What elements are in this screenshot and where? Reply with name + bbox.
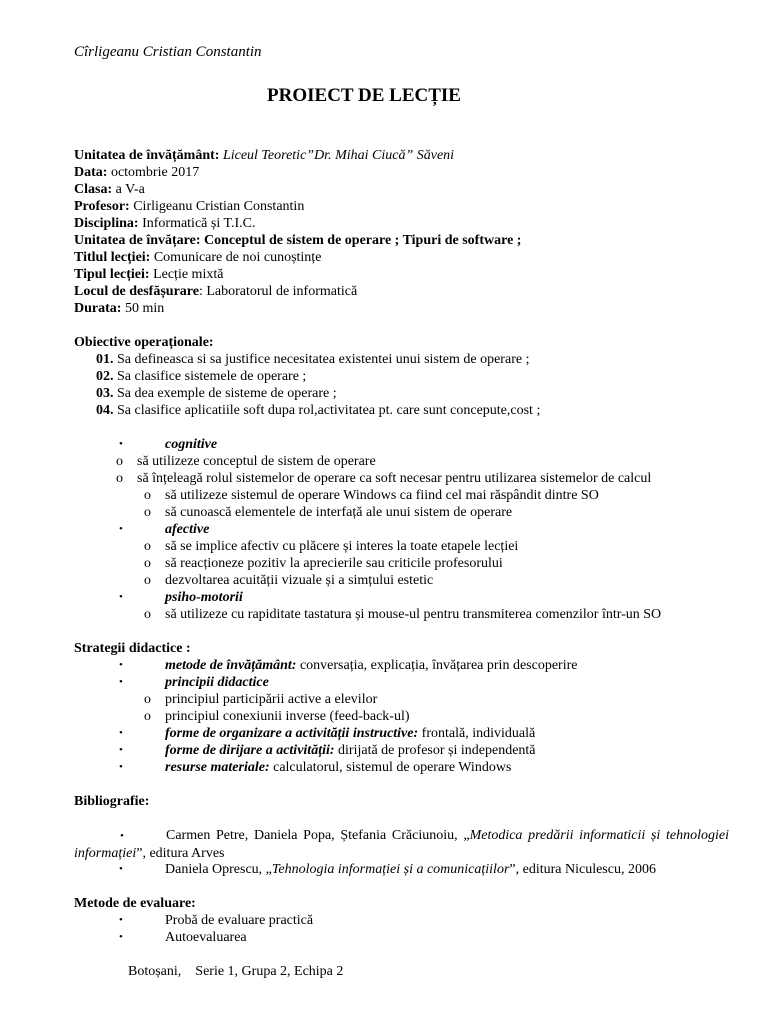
bullet-icon: • <box>119 727 123 739</box>
bibliography-heading: Bibliografie: <box>74 794 150 809</box>
strategy-resurse: resurse materiale: calculatorul, sistemul de operare Windows <box>165 760 512 775</box>
info-unitate-invatare: Unitatea de învățare: Conceptul de sistem de operare ; Tipuri de software ; <box>74 233 522 248</box>
circle-bullet-icon: o <box>144 607 151 622</box>
bibliography-item: • Carmen Petre, Daniela Popa, Ștefania Crăciunoiu, „Metodica predării informaticii și tehnologiei informației”, editura Arves <box>74 828 729 861</box>
info-tipul: Tipul lecției: Lecție mixtă <box>74 267 224 282</box>
circle-bullet-icon: o <box>144 709 151 724</box>
circle-bullet-icon: o <box>144 488 151 503</box>
info-clasa: Clasa: a V-a <box>74 182 145 197</box>
bullet-icon: • <box>119 591 123 603</box>
circle-bullet-icon: o <box>144 573 151 588</box>
list-item: să cunoască elementele de interfață ale unui sistem de operare <box>165 505 513 520</box>
list-item: să utilizeze sistemul de operare Windows ca fiind cel mai răspândit dintre SO <box>165 488 599 503</box>
circle-bullet-icon: o <box>144 692 151 707</box>
strategy-principii: principii didactice <box>165 675 269 690</box>
bullet-icon: • <box>119 914 123 926</box>
list-item: principiul participării active a elevilor <box>165 692 378 707</box>
circle-bullet-icon: o <box>144 556 151 571</box>
list-item: să utilizeze conceptul de sistem de operare <box>137 454 376 469</box>
author-name: Cîrligeanu Cristian Constantin <box>74 44 262 60</box>
bullet-icon: • <box>119 761 123 773</box>
circle-bullet-icon: o <box>144 539 151 554</box>
bibliography-item: Daniela Oprescu, „Tehnologia informației și a comunicațiilor”, editura Niculescu, 2006 <box>165 862 656 877</box>
objective-item: 01. Sa defineasca si sa justifice necesitatea existentei unui sistem de operare ; <box>96 352 530 367</box>
objective-item: 04. Sa clasifice aplicatiile soft dupa rol,activitatea pt. care sunt concepute,cost ; <box>96 403 541 418</box>
bullet-icon: • <box>119 931 123 943</box>
bullet-icon: • <box>119 438 123 450</box>
list-item: să reacționeze pozitiv la aprecierile sau criticile profesorului <box>165 556 503 571</box>
evaluation-heading: Metode de evaluare: <box>74 896 196 911</box>
info-data: Data: octombrie 2017 <box>74 165 200 180</box>
document-title: PROIECT DE LECȚIE <box>267 85 461 106</box>
strategies-heading: Strategii didactice : <box>74 641 191 656</box>
evaluation-item: Autoevaluarea <box>165 930 247 945</box>
bullet-icon: • <box>119 744 123 756</box>
bullet-icon: • <box>119 676 123 688</box>
list-item: să înțeleagă rolul sistemelor de operare ca soft necesar pentru utilizarea sistemelor de calcul <box>137 471 652 486</box>
circle-bullet-icon: o <box>116 454 123 469</box>
category-cognitive: cognitive <box>165 437 218 452</box>
footer-text: Botoșani, Serie 1, Grupa 2, Echipa 2 <box>128 964 344 979</box>
info-unitate: Unitatea de învățământ: Liceul Teoretic”Dr. Mihai Ciucă” Săveni <box>74 148 455 163</box>
info-disciplina: Disciplina: Informatică și T.I.C. <box>74 216 256 231</box>
category-psiho-motorii: psiho-motorii <box>165 590 243 605</box>
evaluation-item: Probă de evaluare practică <box>165 913 314 928</box>
strategy-metode: metode de învățământ: conversația, explicația, învățarea prin descoperire <box>165 658 578 673</box>
info-locul: Locul de desfășurare: Laboratorul de informatică <box>74 284 358 299</box>
objective-item: 03. Sa dea exemple de sisteme de operare ; <box>96 386 337 401</box>
circle-bullet-icon: o <box>116 471 123 486</box>
list-item: principiul conexiunii inverse (feed-back-ul) <box>165 709 410 724</box>
circle-bullet-icon: o <box>144 505 151 520</box>
info-titlul: Titlul lecției: Comunicare de noi cunoștințe <box>74 250 322 265</box>
list-item: să utilizeze cu rapiditate tastatura și mouse-ul pentru transmiterea comenzilor într-un SO <box>165 607 662 622</box>
strategy-forme-dirijare: forme de dirijare a activității: dirijată de profesor și independentă <box>165 743 536 758</box>
strategy-forme-organizare: forme de organizare a activității instructive: frontală, individuală <box>165 726 536 741</box>
objective-item: 02. Sa clasifice sistemele de operare ; <box>96 369 307 384</box>
bullet-icon: • <box>119 659 123 671</box>
info-durata: Durata: 50 min <box>74 301 165 316</box>
list-item: dezvoltarea acuității vizuale și a simțului estetic <box>165 573 434 588</box>
info-profesor: Profesor: Cirligeanu Cristian Constantin <box>74 199 305 214</box>
category-afective: afective <box>165 522 210 537</box>
objectives-heading: Obiective operaționale: <box>74 335 214 350</box>
bullet-icon: • <box>119 523 123 535</box>
list-item: să se implice afectiv cu plăcere și interes la toate etapele lecției <box>165 539 519 554</box>
bullet-icon: • <box>119 863 123 875</box>
